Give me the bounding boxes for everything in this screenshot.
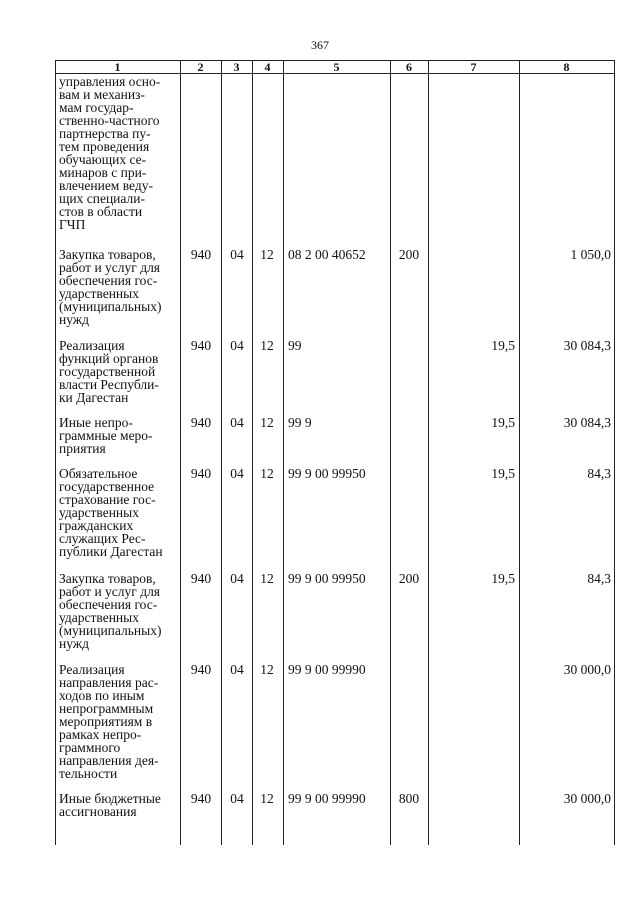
col-divider-3 (252, 60, 253, 845)
row-description: Реализация направления рас- ходов по иным непрограммным мероприятиям в рамках непро- граммного направления дея- тельности (59, 662, 159, 781)
row-col-2: 940 (190, 247, 212, 262)
col-divider-7 (519, 60, 520, 845)
row-col-5: 08 2 00 40652 (288, 247, 366, 262)
row-col-4: 12 (260, 338, 274, 353)
row-col-5: 99 9 00 99990 (288, 662, 366, 677)
page-number: 367 (311, 38, 329, 52)
col-divider-6 (428, 60, 429, 845)
row-col-2: 940 (190, 415, 212, 430)
row-col-8: 30 084,3 (563, 415, 611, 430)
row-col-7: 19,5 (491, 571, 515, 586)
row-col-4: 12 (260, 571, 274, 586)
row-description: Обязательное государственное страхование гос- ударственных гражданских служащих Рес- публики Дагестан (59, 466, 163, 559)
header-row (55, 61, 615, 73)
row-col-7: 19,5 (491, 466, 515, 481)
header-col-1: 1 (114, 60, 121, 74)
row-description: Реализация функций органов государственной власти Республи- ки Дагестан (59, 338, 159, 405)
row-col-8: 30 000,0 (563, 662, 611, 677)
row-description: Закупка товаров, работ и услуг для обеспечения гос- ударственных (муниципальных) нужд (59, 571, 162, 651)
header-col-3: 3 (233, 60, 240, 74)
row-col-5: 99 (288, 338, 302, 353)
row-description: Иные непро- граммные меро- приятия (59, 415, 153, 456)
row-col-6: 800 (398, 791, 420, 806)
row-col-2: 940 (190, 791, 212, 806)
row-col-6: 200 (398, 571, 420, 586)
row-col-2: 940 (190, 662, 212, 677)
row-col-2: 940 (190, 571, 212, 586)
row-col-4: 12 (260, 791, 274, 806)
col-divider-1 (180, 60, 181, 845)
col-divider-8 (614, 60, 615, 845)
row-col-4: 12 (260, 662, 274, 677)
row-col-5: 99 9 00 99950 (288, 571, 366, 586)
header-col-4: 4 (264, 60, 271, 74)
row-col-3: 04 (230, 466, 244, 481)
col-divider-5 (390, 60, 391, 845)
row-col-4: 12 (260, 466, 274, 481)
header-col-7: 7 (470, 60, 477, 74)
row-col-3: 04 (230, 415, 244, 430)
row-col-4: 12 (260, 415, 274, 430)
row-col-7: 19,5 (491, 415, 515, 430)
header-col-8: 8 (563, 60, 570, 74)
row-col-8: 30 000,0 (563, 791, 611, 806)
row-col-5: 99 9 00 99990 (288, 791, 366, 806)
col-divider-2 (221, 60, 222, 845)
header-col-5: 5 (333, 60, 340, 74)
row-col-2: 940 (190, 466, 212, 481)
row-col-5: 99 9 00 99950 (288, 466, 366, 481)
row-col-5: 99 9 (288, 415, 312, 430)
row-description: Закупка товаров, работ и услуг для обеспечения гос- ударственных (муниципальных) нужд (59, 247, 162, 327)
col-divider-0 (55, 60, 56, 845)
row-col-8: 84,3 (587, 571, 611, 586)
row-col-3: 04 (230, 338, 244, 353)
header-col-6: 6 (406, 60, 412, 74)
row-col-3: 04 (230, 247, 244, 262)
row-col-8: 30 084,3 (563, 338, 611, 353)
row-col-8: 1 050,0 (570, 247, 611, 262)
row-col-3: 04 (230, 571, 244, 586)
row-col-3: 04 (230, 662, 244, 677)
col-divider-4 (283, 60, 284, 845)
row-description: управления осно- вам и механиз- мам государ- ственно-частного партнерства пу- тем проведения обучающих се- минаров с при- влечением веду- щих специали- стов в области ГЧП (59, 74, 161, 232)
row-col-2: 940 (190, 338, 212, 353)
row-col-3: 04 (230, 791, 244, 806)
row-col-6: 200 (398, 247, 420, 262)
row-col-4: 12 (260, 247, 274, 262)
budget-table (55, 60, 615, 845)
row-col-7: 19,5 (491, 338, 515, 353)
row-col-8: 84,3 (587, 466, 611, 481)
row-description: Иные бюджетные ассигнования (59, 791, 161, 819)
header-col-2: 2 (197, 60, 204, 74)
